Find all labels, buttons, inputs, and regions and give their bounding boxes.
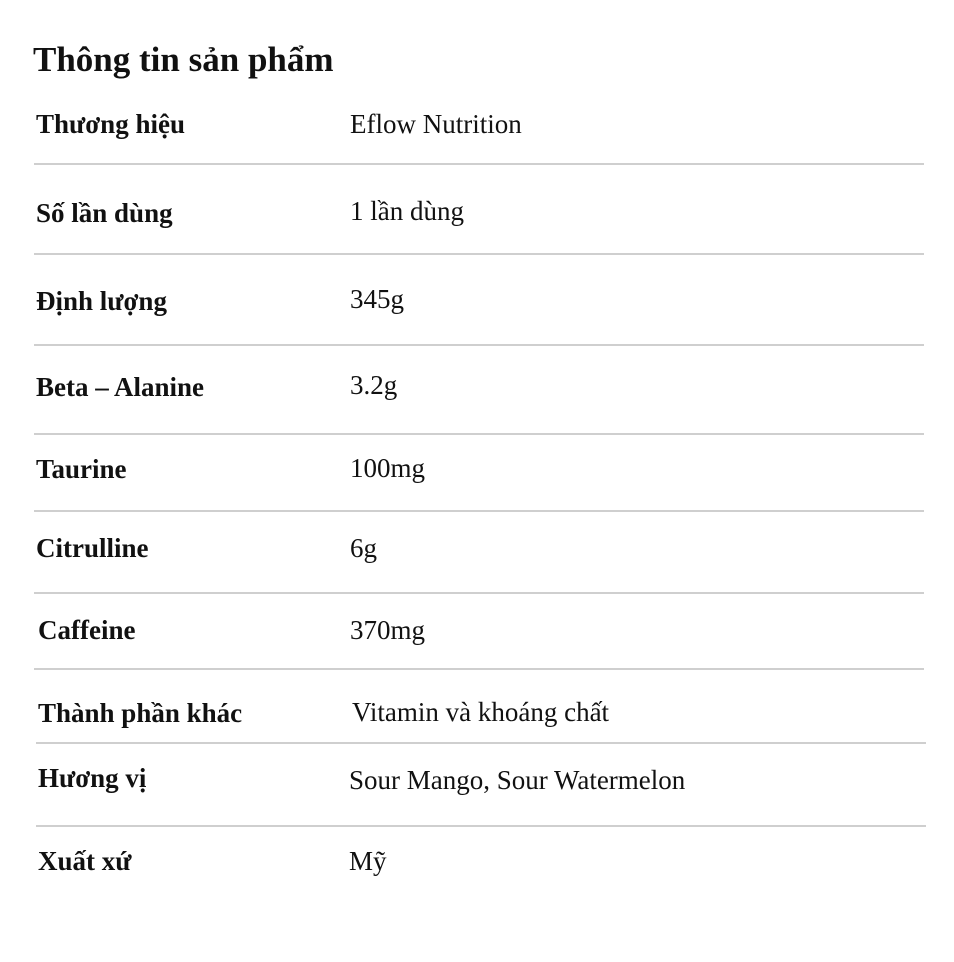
row-divider xyxy=(34,668,924,670)
spec-label: Xuất xứ xyxy=(38,846,132,876)
spec-value: Vitamin và khoáng chất xyxy=(352,697,610,727)
spec-label: Caffeine xyxy=(38,615,136,645)
spec-value: Eflow Nutrition xyxy=(350,109,522,139)
row-divider xyxy=(34,510,924,512)
spec-value: 345g xyxy=(350,284,404,314)
spec-value: Mỹ xyxy=(349,846,387,876)
spec-value: Sour Mango, Sour Watermelon xyxy=(349,765,686,795)
row-divider xyxy=(36,825,926,827)
spec-value: 370mg xyxy=(350,615,426,645)
row-divider xyxy=(34,433,924,435)
spec-label: Định lượng xyxy=(36,286,167,316)
spec-label: Taurine xyxy=(36,454,127,484)
spec-value: 6g xyxy=(350,533,377,563)
row-divider xyxy=(34,592,924,594)
row-divider xyxy=(34,344,924,346)
spec-label: Thành phần khác xyxy=(38,698,243,728)
spec-label: Citrulline xyxy=(36,533,149,563)
spec-label: Beta – Alanine xyxy=(36,372,205,402)
spec-value: 3.2g xyxy=(350,370,398,400)
page-title: Thông tin sản phẩm xyxy=(33,40,334,79)
row-divider xyxy=(34,253,924,255)
spec-label: Số lần dùng xyxy=(36,198,173,228)
spec-value: 100mg xyxy=(350,453,426,483)
row-divider xyxy=(34,163,924,165)
spec-value: 1 lần dùng xyxy=(350,196,464,226)
spec-label: Thương hiệu xyxy=(36,109,185,139)
row-divider xyxy=(36,742,926,744)
spec-label: Hương vị xyxy=(38,763,147,793)
